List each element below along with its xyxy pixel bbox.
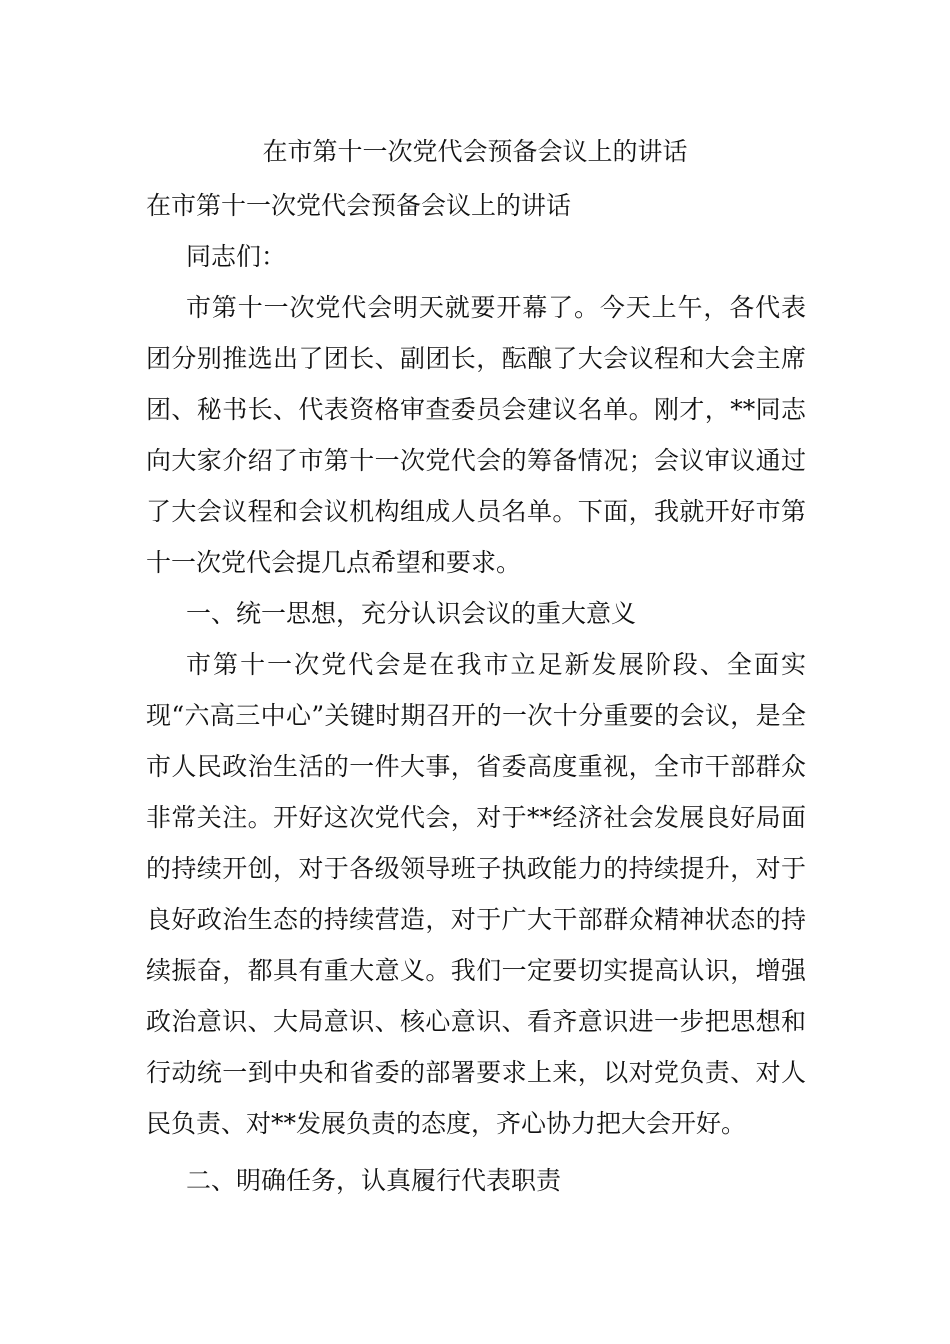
document-subtitle: 在市第十一次党代会预备会议上的讲话 [146, 191, 572, 220]
document-title: 在市第十一次党代会预备会议上的讲话 [262, 137, 688, 166]
section-heading-2: 二、明确任务，认真履行代表职责 [186, 1166, 562, 1195]
paragraph-intro: 市第十一次党代会明天就要开幕了。今天上午，各代表团分别推选出了团长、副团长，酝酿了大会议程和大会主席团、秘书长、代表资格审查委员会建议名单。刚才，**同志向大家介绍了市第十一次党代会的筹备情况；会议审议通过了大会议程和会议机构组成人员名单。下面，我就开好市第十一次党代会提几点希望和要求。 [146, 293, 806, 577]
paragraph-section-1: 市第十一次党代会是在我市立足新发展阶段、全面实现“六高三中心”关键时期召开的一次十分重要的会议，是全市人民政治生活的一件大事，省委高度重视，全市干部群众非常关注。开好这次党代会，对于**经济社会发展良好局面的持续开创，对于各级领导班子执政能力的持续提升，对于良好政治生态的持续营造，对于广大干部群众精神状态的持续振奋，都具有重大意义。我们一定要切实提高认识，增强政治意识、大局意识、核心意识、看齐意识进一步把思想和行动统一到中央和省委的部署要求上来，以对党负责、对人民负责、对**发展负责的态度，齐心协力把大会开好。 [146, 650, 806, 1138]
section-heading-1: 一、统一思想，充分认识会议的重大意义 [186, 599, 637, 628]
greeting: 同志们： [186, 242, 287, 271]
document-body [146, 180, 806, 1206]
